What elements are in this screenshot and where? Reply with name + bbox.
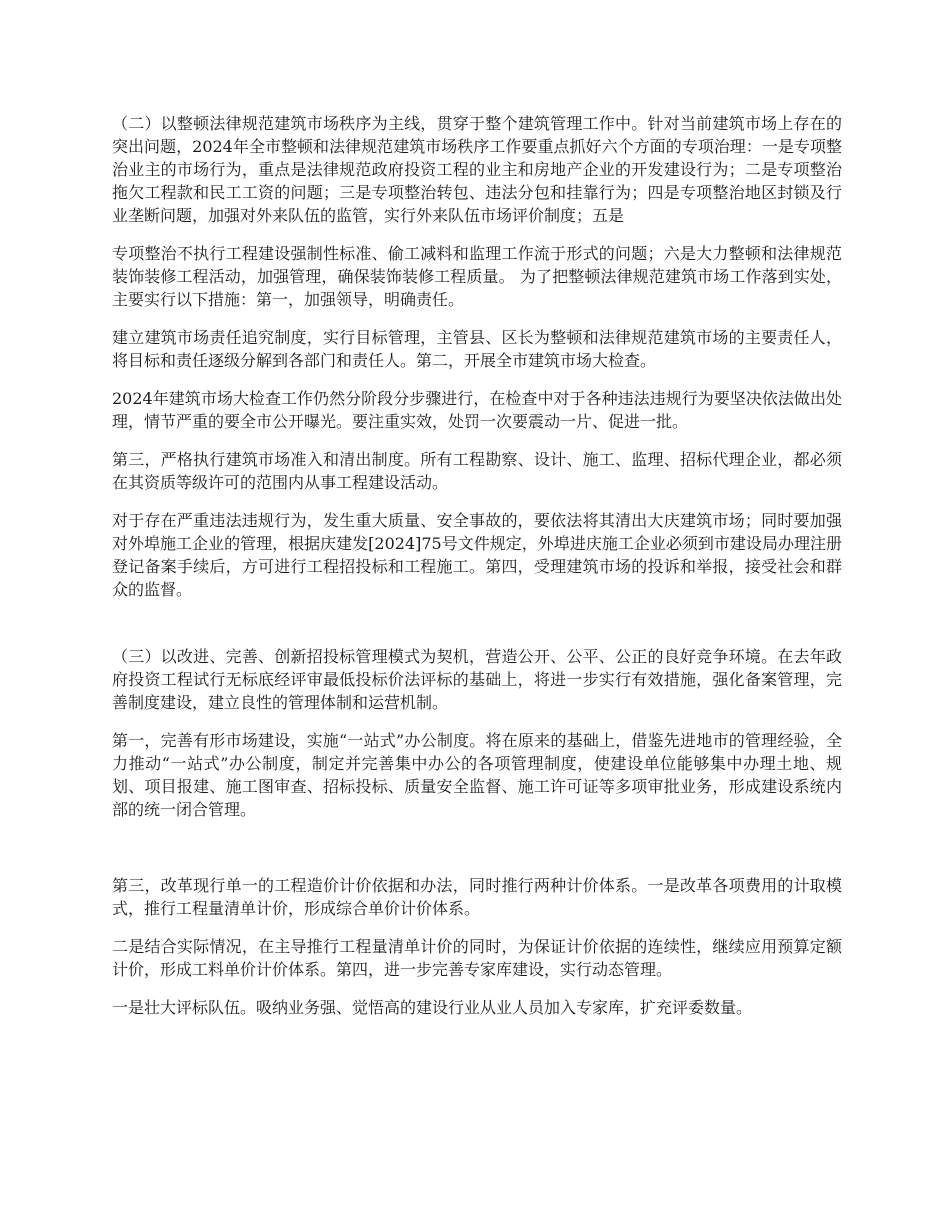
document-page xyxy=(112,112,842,1034)
paragraph-7: （三）以改进、完善、创新招投标管理模式为契机，营造公开、公平、公正的良好竞争环境。在去年政府投资工程试行无标底经评审最低投标价法评标的基础上，将进一步实行有效措施，强化备案管理，完善制度建设，建立良性的管理体制和运营机制。 xyxy=(112,647,842,712)
paragraph-11: 一是壮大评标队伍。吸纳业务强、觉悟高的建设行业从业人员加入专家库，扩充评委数量。 xyxy=(112,998,753,1017)
paragraph-1: （二）以整顿法律规范建筑市场秩序为主线，贯穿于整个建筑管理工作中。针对当前建筑市场上存在的突出问题，2024年全市整顿和法律规范建筑市场秩序工作要重点抓好六个方面的专项治理：一是专项整治业主的市场行为，重点是法律规范政府投资工程的业主和房地产企业的开发建设行为；二是专项整治拖欠工程款和民工工资的问题；三是专项整治转包、违法分包和挂靠行为；四是专项整治地区封锁及行业垄断问题，加强对外来队伍的监管，实行外来队伍市场评价制度；五是 xyxy=(112,114,842,225)
paragraph-8: 第一，完善有形市场建设，实施“一站式”办公制度。将在原来的基础上，借鉴先进地市的管理经验，全力推动“一站式”办公制度，制定并完善集中办公的各项管理制度，使建设单位能够集中办理土地、规划、项目报建、施工图审查、招标投标、质量安全监督、施工许可证等多项审批业务，形成建设系统内部的统一闭合管理。 xyxy=(112,731,842,819)
paragraph-4: 2024年建筑市场大检查工作仍然分阶段分步骤进行，在检查中对于各种违法违规行为要坚决依法做出处理，情节严重的要全市公开曝光。要注重实效，处罚一次要震动一片、促进一批。 xyxy=(112,389,842,431)
paragraph-9: 第三，改革现行单一的工程造价计价依据和办法，同时推行两种计价体系。一是改革各项费用的计取模式，推行工程量清单计价，形成综合单价计价体系。 xyxy=(112,876,842,918)
paragraph-2: 专项整治不执行工程建设强制性标准、偷工减料和监理工作流于形式的问题；六是大力整顿和法律规范装饰装修工程活动，加强管理，确保装饰装修工程质量。 为了把整顿法律规范建筑市场工作落到实处，主要实行以下措施：第一，加强领导，明确责任。 xyxy=(112,244,842,309)
paragraph-10: 二是结合实际情况，在主导推行工程量清单计价的同时，为保证计价依据的连续性，继续应用预算定额计价，形成工料单价计价体系。第四，进一步完善专家库建设，实行动态管理。 xyxy=(112,937,842,979)
paragraph-5: 第三，严格执行建筑市场准入和清出制度。所有工程勘察、设计、施工、监理、招标代理企业，都必须在其资质等级许可的范围内从事工程建设活动。 xyxy=(112,450,842,492)
paragraph-3: 建立建筑市场责任追究制度，实行目标管理，主管县、区长为整顿和法律规范建筑市场的主要责任人，将目标和责任逐级分解到各部门和责任人。第二，开展全市建筑市场大检查。 xyxy=(112,328,842,370)
paragraph-6: 对于存在严重违法违规行为，发生重大质量、安全事故的，要依法将其清出大庆建筑市场；同时要加强对外埠施工企业的管理，根据庆建发[2024]75号文件规定，外埠进庆施工企业必须到市建设局办理注册登记备案手续后，方可进行工程招投标和工程施工。第四，受理建筑市场的投诉和举报，接受社会和群众的监督。 xyxy=(112,511,842,599)
